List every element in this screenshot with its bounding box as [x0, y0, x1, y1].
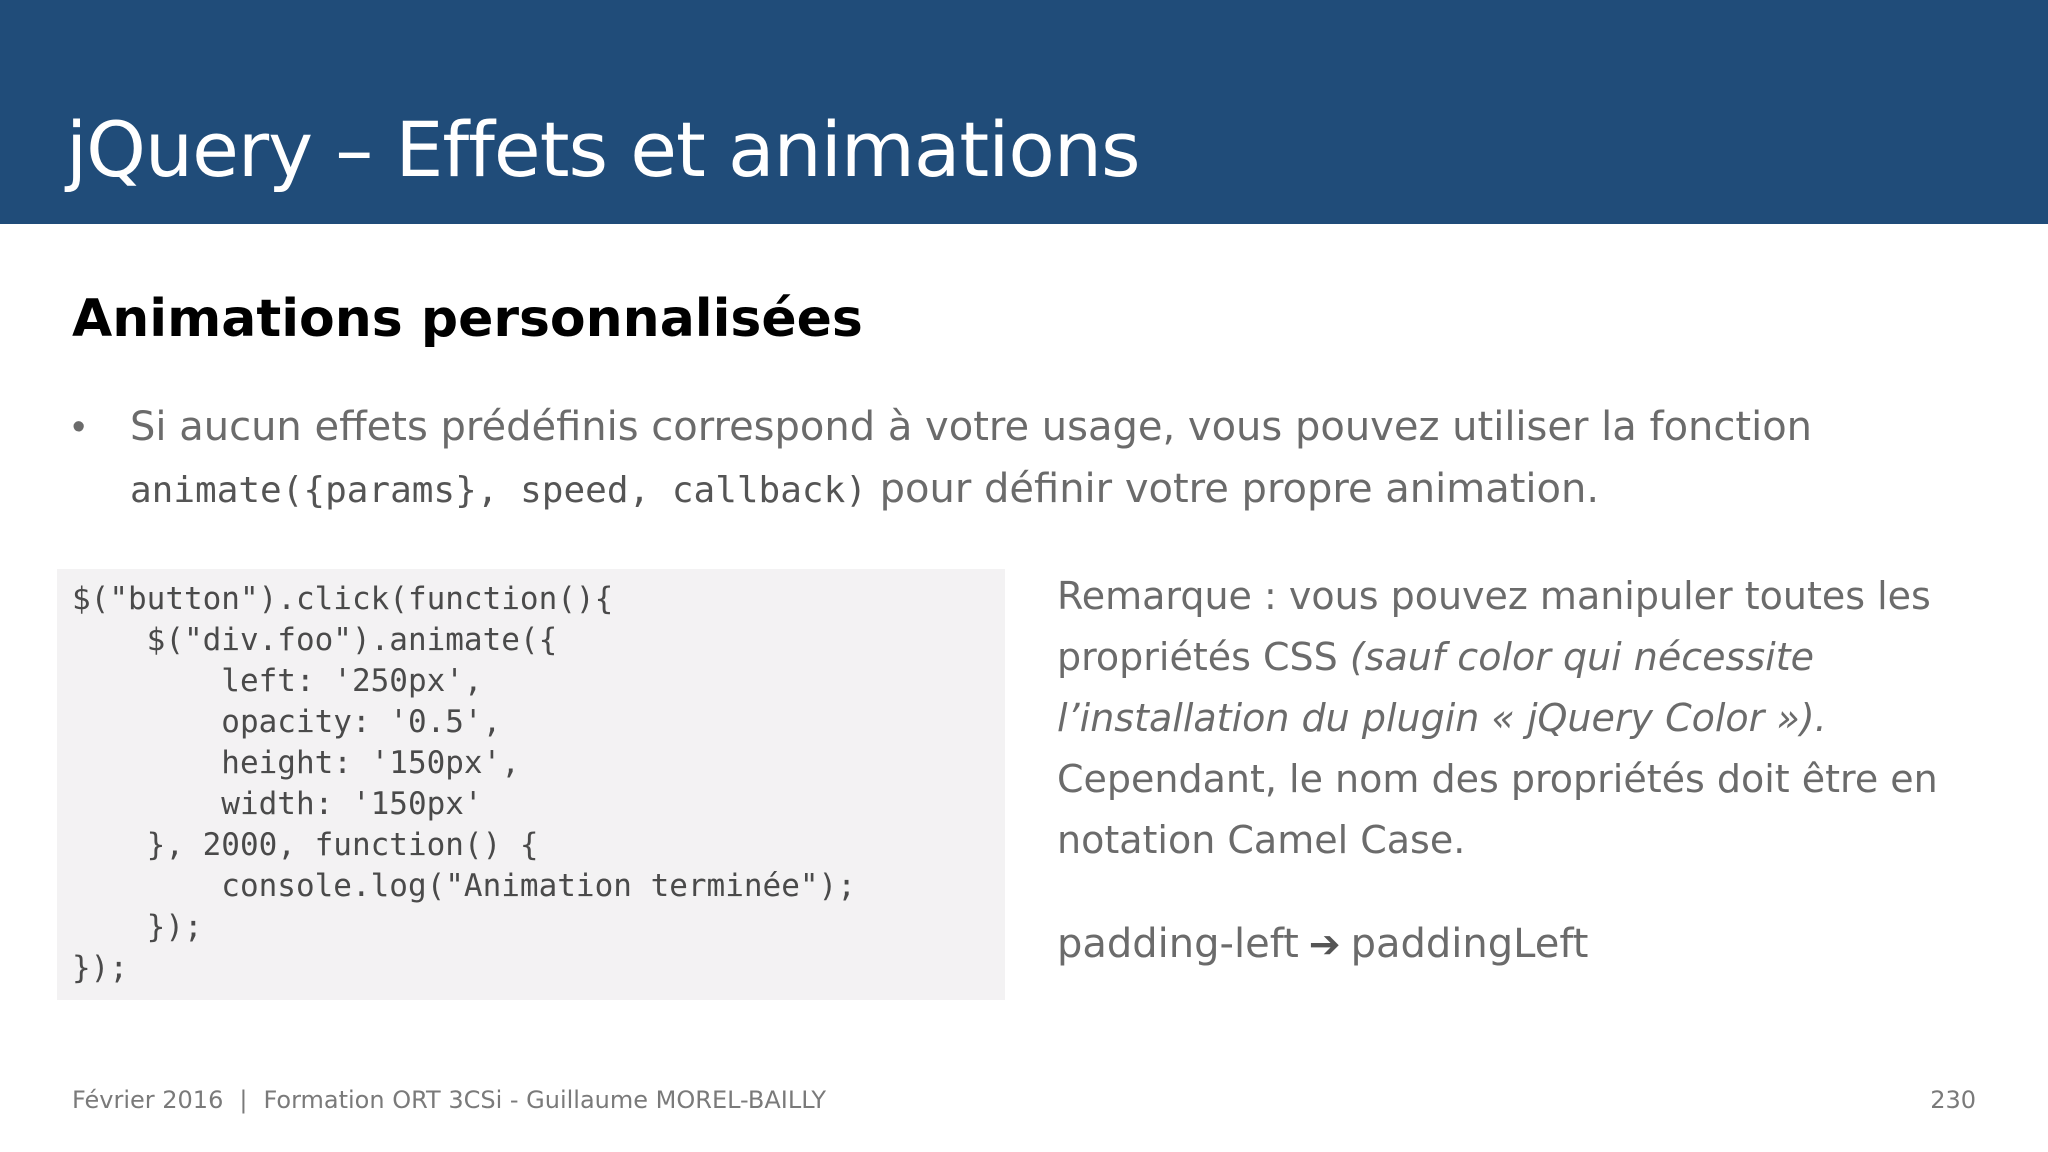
remark-line-2-italic: (sauf color qui nécessite	[1349, 635, 1814, 679]
code-line: $("div.foo").animate({	[72, 622, 558, 658]
remark-paragraph	[1057, 566, 2017, 871]
remark-line-5: notation Camel Case.	[1057, 818, 1466, 862]
arrow-right-icon: ➔	[1308, 922, 1341, 966]
remark-line-4: Cependant, le nom des propriétés doit être en	[1057, 757, 1938, 801]
bullet-paragraph	[130, 396, 1930, 522]
footer-date: Février 2016	[72, 1086, 224, 1114]
code-line: });	[72, 950, 128, 986]
section-heading: Animations personnalisées	[72, 289, 863, 349]
remark-line-1: Remarque : vous pouvez manipuler toutes les	[1057, 574, 1931, 618]
camelcase-example	[1057, 914, 1588, 974]
bullet-line-1: Si aucun effets prédéfinis correspond à votre usage, vous pouvez utiliser la fonction	[130, 404, 1813, 450]
bullet-line-2-text: pour définir votre propre animation.	[866, 466, 1600, 512]
slide-title: jQuery – Effets et animations	[66, 105, 1140, 194]
code-line: }, 2000, function() {	[72, 827, 539, 863]
example-to: paddingLeft	[1350, 921, 1589, 967]
code-block	[72, 579, 856, 989]
code-example-box	[57, 569, 1005, 1000]
page-number: 230	[1930, 1086, 1976, 1114]
code-line: $("button").click(function(){	[72, 581, 614, 617]
example-from: padding-left	[1057, 921, 1299, 967]
code-line: });	[72, 909, 203, 945]
code-line: width: '150px'	[72, 786, 483, 822]
remark-line-2-normal: propriétés CSS	[1057, 635, 1350, 679]
bullet-line-2	[130, 458, 1930, 522]
footer-course: Formation ORT 3CSi - Guillaume MOREL-BAILLY	[263, 1086, 827, 1114]
inline-code-animate: animate({params}, speed, callback)	[130, 470, 867, 511]
remark-line-2	[1057, 627, 2017, 688]
code-line: left: '250px',	[72, 663, 483, 699]
code-line: opacity: '0.5',	[72, 704, 502, 740]
footer-info	[72, 1082, 826, 1118]
remark-line-3-italic: l’installation du plugin « jQuery Color »).	[1057, 696, 1827, 740]
code-line: height: '150px',	[72, 745, 520, 781]
code-line: console.log("Animation terminée");	[72, 868, 856, 904]
footer-separator: |	[239, 1086, 248, 1114]
bullet-marker: •	[72, 406, 86, 448]
remark-line-3	[1057, 688, 2017, 749]
